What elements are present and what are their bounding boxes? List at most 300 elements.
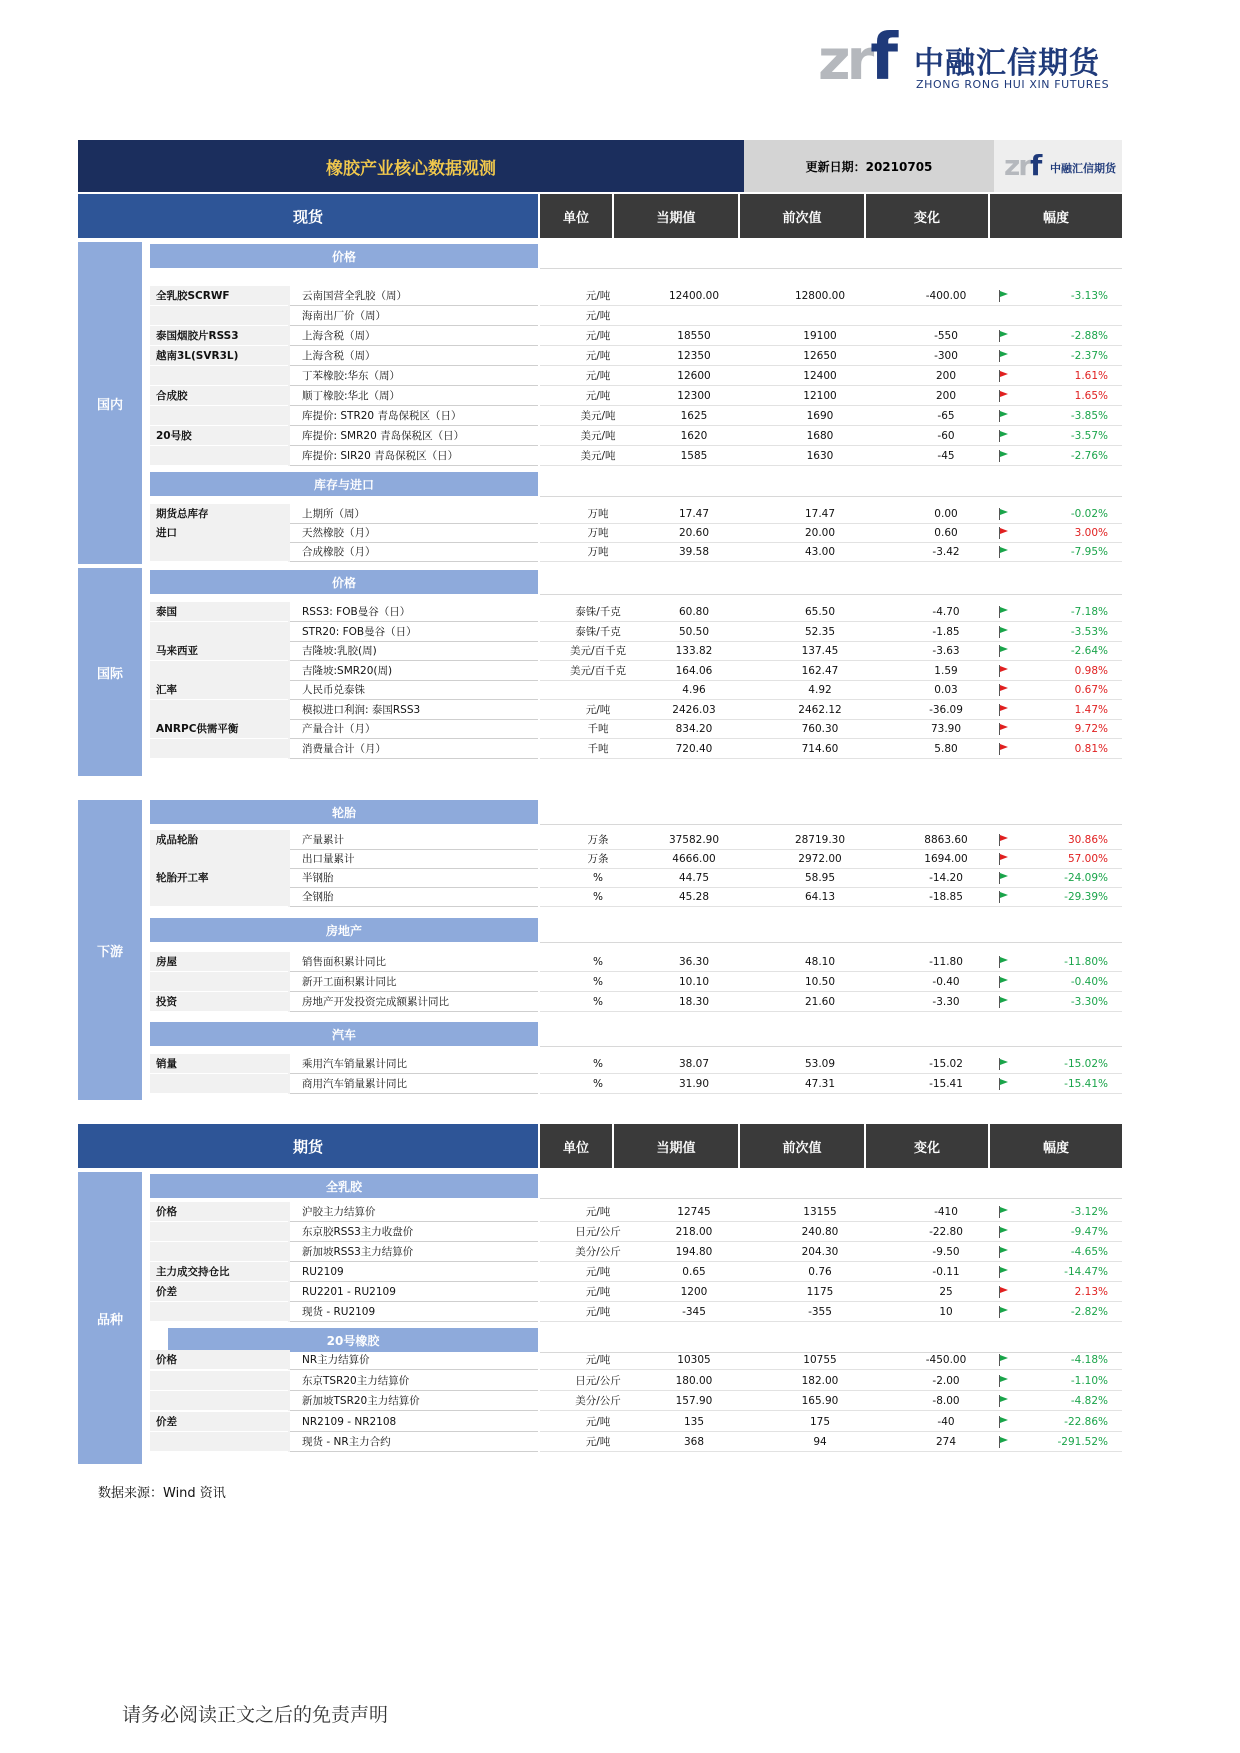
- indicator-name: 产量合计（月）: [302, 723, 376, 735]
- table-row: [150, 719, 1122, 739]
- green-flag-icon: [998, 504, 1012, 524]
- table-row: [150, 1371, 1122, 1391]
- indicator-name: RU2109: [302, 1266, 344, 1278]
- percent-change: -3.85%: [1070, 410, 1108, 422]
- current-value: 60.80: [678, 606, 710, 618]
- row-separator: [540, 1093, 1122, 1094]
- change-value: 200: [935, 390, 957, 402]
- unit-value: 元/吨: [585, 1354, 611, 1366]
- change-value: -22.80: [929, 1226, 963, 1238]
- red-flag-icon: [998, 849, 1012, 869]
- side-domestic: 国内: [78, 242, 142, 564]
- unit-value: 美元/吨: [580, 450, 616, 462]
- update-date: 更新日期：20210705: [744, 140, 994, 192]
- change-value: -3.42: [932, 546, 960, 558]
- category-label: 合成胶: [156, 390, 188, 402]
- unit-value: 美元/吨: [580, 430, 616, 442]
- section-divider: [540, 918, 1122, 943]
- previous-value: 2462.12: [798, 703, 842, 716]
- previous-value: 19100: [803, 330, 837, 342]
- previous-value: 0.76: [808, 1266, 832, 1278]
- futures-header: 期货: [78, 1124, 538, 1168]
- unit-value: 元/吨: [585, 1206, 611, 1218]
- change-value: -2.00: [932, 1374, 960, 1387]
- table-row: [150, 887, 1122, 907]
- current-value: 218.00: [675, 1226, 713, 1238]
- previous-value: 12400: [803, 370, 837, 382]
- row-separator: [290, 1451, 538, 1452]
- indicator-name: 库提价: STR20 青岛保税区（日）: [302, 410, 462, 422]
- change-value: -36.09: [929, 703, 963, 716]
- category-label: [156, 1391, 284, 1411]
- row-separator: [540, 561, 1122, 562]
- indicator-name: 云南国营全乳胶（周）: [302, 290, 407, 302]
- percent-change: -2.88%: [1070, 330, 1108, 342]
- section-domestic-price: 价格: [150, 244, 538, 268]
- category-label: 价差: [156, 1286, 177, 1298]
- table-row: [150, 972, 1122, 992]
- table-row: [150, 542, 1122, 562]
- change-value: -400.00: [925, 290, 967, 302]
- green-flag-icon: [998, 1350, 1012, 1370]
- indicator-name: 库提价: SMR20 青岛保税区（日）: [302, 430, 465, 442]
- section-auto: 汽车: [150, 1022, 538, 1046]
- table-row: [150, 286, 1122, 306]
- red-flag-icon: [998, 830, 1012, 850]
- current-value: 157.90: [675, 1395, 713, 1407]
- current-value: 12400.00: [668, 290, 720, 302]
- section-realestate: 房地产: [150, 918, 538, 942]
- current-value: 0.65: [682, 1266, 706, 1278]
- unit-value: 元/吨: [585, 390, 611, 402]
- previous-value: 137.45: [801, 645, 839, 657]
- table-row: [150, 952, 1122, 972]
- header-logo: [994, 140, 1122, 192]
- previous-value: 714.60: [801, 742, 839, 755]
- green-flag-icon: [998, 641, 1012, 661]
- previous-value: 48.10: [804, 956, 836, 968]
- table-row: [150, 1302, 1122, 1322]
- unit-value: 元/吨: [585, 310, 611, 322]
- previous-value: 17.47: [804, 508, 836, 520]
- percent-change: -24.09%: [1064, 872, 1108, 884]
- row-separator: [290, 906, 538, 907]
- category-label: 房屋: [156, 956, 177, 968]
- indicator-name: 现货 - RU2109: [302, 1306, 376, 1318]
- green-flag-icon: [998, 1202, 1012, 1222]
- indicator-name: 半钢胎: [302, 872, 334, 884]
- table-row: [150, 406, 1122, 426]
- red-flag-icon: [998, 1282, 1012, 1302]
- change-value: 0.00: [934, 508, 958, 520]
- col-unit-header: 单位: [540, 194, 612, 238]
- category-label: [156, 406, 284, 426]
- percent-change: 9.72%: [1074, 723, 1108, 735]
- previous-value: 1680: [806, 430, 834, 442]
- table-row: [150, 1242, 1122, 1262]
- unit-value: 元/吨: [585, 1266, 611, 1278]
- percent-change: -9.47%: [1070, 1226, 1108, 1238]
- unit-value: 万吨: [587, 508, 609, 520]
- data-source: 数据来源：Wind 资讯: [98, 1486, 226, 1501]
- percent-change: 2.13%: [1074, 1286, 1108, 1298]
- previous-value: 64.13: [804, 891, 836, 903]
- unit-value: 元/吨: [585, 350, 611, 362]
- indicator-name: 丁苯橡胶:华东（周）: [302, 370, 401, 382]
- percent-change: -7.18%: [1070, 606, 1108, 618]
- col-cur-header: 当期值: [614, 1124, 738, 1168]
- section-intl-price: 价格: [150, 570, 538, 594]
- change-value: 0.03: [934, 684, 958, 696]
- change-value: -550: [934, 330, 958, 342]
- unit-value: 元/吨: [585, 1286, 611, 1298]
- table-row: [150, 1074, 1122, 1094]
- change-value: -300: [934, 350, 958, 362]
- green-flag-icon: [998, 1412, 1012, 1432]
- row-separator: [540, 758, 1122, 759]
- unit-value: 万条: [587, 853, 609, 865]
- section-divider: [540, 472, 1122, 497]
- table-row: [150, 1054, 1122, 1074]
- category-label: [156, 306, 284, 326]
- percent-change: 0.81%: [1074, 742, 1108, 755]
- unit-value: %: [593, 891, 603, 903]
- green-flag-icon: [998, 1432, 1012, 1452]
- previous-value: 10755: [803, 1354, 837, 1366]
- col-unit-header: 单位: [540, 1124, 612, 1168]
- company-logo: [818, 21, 1110, 95]
- red-flag-icon: [998, 523, 1012, 543]
- indicator-name: 房地产开发投资完成额累计同比: [302, 996, 449, 1008]
- unit-value: %: [593, 1058, 603, 1070]
- indicator-name: RSS3: FOB曼谷（日）: [302, 606, 411, 618]
- green-flag-icon: [998, 286, 1012, 306]
- change-value: 25: [939, 1286, 953, 1298]
- percent-change: -22.86%: [1064, 1415, 1108, 1428]
- previous-value: 165.90: [801, 1395, 839, 1407]
- current-value: 720.40: [675, 742, 713, 755]
- indicator-name: 海南出厂价（周）: [302, 310, 386, 322]
- unit-value: 元/吨: [585, 330, 611, 342]
- unit-value: 元/吨: [585, 1415, 611, 1428]
- indicator-name: 人民币兑泰铢: [302, 684, 365, 696]
- category-label: ANRPC供需平衡: [156, 723, 239, 735]
- change-value: -3.63: [932, 645, 960, 657]
- current-value: 135: [683, 1415, 705, 1428]
- col-chg-header: 变化: [866, 194, 988, 238]
- current-value: 180.00: [675, 1374, 713, 1387]
- previous-value: 13155: [803, 1206, 837, 1218]
- section-divider: [540, 1174, 1122, 1199]
- previous-value: 760.30: [801, 723, 839, 735]
- green-flag-icon: [998, 622, 1012, 642]
- green-flag-icon: [998, 1262, 1012, 1282]
- change-value: -9.50: [932, 1246, 960, 1258]
- header-logo-mark: zrf: [1004, 149, 1041, 182]
- previous-value: 1175: [806, 1286, 834, 1298]
- category-label: [156, 1302, 284, 1322]
- change-value: -0.11: [932, 1266, 960, 1278]
- category-label: 汇率: [156, 684, 177, 696]
- indicator-name: 上海含税（周）: [302, 330, 376, 342]
- table-row: [150, 1412, 1122, 1432]
- current-value: [630, 306, 758, 326]
- change-value: -18.85: [929, 891, 963, 903]
- percent-change: -3.53%: [1070, 625, 1108, 638]
- category-label: [156, 446, 284, 466]
- row-separator: [290, 1321, 538, 1322]
- table-row: [150, 426, 1122, 446]
- indicator-name: NR2109 - NR2108: [302, 1415, 397, 1428]
- change-value: -15.41: [929, 1078, 963, 1090]
- percent-change: -3.57%: [1070, 430, 1108, 442]
- table-row: [150, 1202, 1122, 1222]
- change-value: 8863.60: [924, 834, 968, 846]
- section-divider: [540, 570, 1122, 595]
- category-label: 主力成交持仓比: [156, 1266, 230, 1278]
- unit-value: %: [593, 976, 603, 988]
- previous-value: 94: [813, 1436, 827, 1448]
- percent-change: 1.65%: [1074, 390, 1108, 402]
- indicator-name: 新开工面积累计同比: [302, 976, 397, 988]
- change-value: 10: [939, 1306, 953, 1318]
- indicator-name: 商用汽车销量累计同比: [302, 1078, 407, 1090]
- side-international: 国际: [78, 568, 142, 776]
- indicator-name: 上期所（周）: [302, 508, 365, 520]
- percent-change: -11.80%: [1064, 956, 1108, 968]
- row-separator: [290, 1093, 538, 1094]
- change-value: 1.59: [934, 664, 958, 677]
- table-row: [150, 1262, 1122, 1282]
- category-label: 成品轮胎: [156, 834, 198, 846]
- current-value: 1620: [680, 430, 708, 442]
- logo-cn-name: 中融汇信期货: [914, 46, 1100, 81]
- unit-value: 日元/公斤: [575, 1226, 621, 1238]
- green-flag-icon: [998, 1074, 1012, 1094]
- percent-change: -291.52%: [1057, 1436, 1108, 1448]
- current-value: 194.80: [675, 1246, 713, 1258]
- previous-value: 2972.00: [798, 853, 842, 865]
- percent-change: -14.47%: [1064, 1266, 1108, 1278]
- unit-value: 泰铢/千克: [575, 625, 621, 638]
- category-label: 轮胎开工率: [156, 872, 209, 884]
- green-flag-icon: [998, 952, 1012, 972]
- change-value: 0.60: [934, 527, 958, 539]
- unit-value: 元/吨: [585, 370, 611, 382]
- red-flag-icon: [998, 386, 1012, 406]
- table-row: [150, 1282, 1122, 1302]
- percent-change: -0.40%: [1070, 976, 1108, 988]
- table-row: [150, 680, 1122, 700]
- current-value: 12600: [677, 370, 711, 382]
- change-value: -11.80: [929, 956, 963, 968]
- category-label: 泰国: [156, 606, 177, 618]
- section-divider: [540, 1022, 1122, 1047]
- indicator-name: 销售面积累计同比: [302, 956, 386, 968]
- change-value: 1694.00: [924, 853, 968, 865]
- previous-value: -355: [808, 1306, 832, 1318]
- indicator-name: 吉隆坡:乳胶(周): [302, 645, 377, 657]
- green-flag-icon: [998, 1371, 1012, 1391]
- section-tire: 轮胎: [150, 800, 538, 824]
- previous-value: 47.31: [804, 1078, 836, 1090]
- current-value: 45.28: [678, 891, 710, 903]
- current-value: 12745: [677, 1206, 711, 1218]
- category-label: 投资: [156, 996, 177, 1008]
- percent-change: -29.39%: [1064, 891, 1108, 903]
- change-value: -14.20: [929, 872, 963, 884]
- section-divider: [540, 244, 1122, 269]
- red-flag-icon: [998, 700, 1012, 720]
- current-value: 1200: [680, 1286, 708, 1298]
- previous-value: 12100: [803, 390, 837, 402]
- row-separator: [540, 465, 1122, 466]
- indicator-name: 产量累计: [302, 834, 344, 846]
- logo-mark: zrf: [818, 21, 895, 95]
- green-flag-icon: [998, 1054, 1012, 1074]
- category-label: [156, 739, 284, 759]
- red-flag-icon: [998, 719, 1012, 739]
- table-row: [150, 306, 1122, 326]
- table-row: [150, 1350, 1122, 1370]
- side-variety: 品种: [78, 1172, 142, 1464]
- green-flag-icon: [998, 542, 1012, 562]
- col-chg-header: 变化: [866, 1124, 988, 1168]
- previous-value: 21.60: [804, 996, 836, 1008]
- change-value: -15.02: [929, 1058, 963, 1070]
- percent-change: -3.12%: [1070, 1206, 1108, 1218]
- table-row: [150, 868, 1122, 888]
- current-value: 44.75: [678, 872, 710, 884]
- previous-value: 240.80: [801, 1226, 839, 1238]
- change-value: 5.80: [934, 742, 958, 755]
- current-value: 36.30: [678, 956, 710, 968]
- category-label: 期货总库存: [156, 508, 209, 520]
- indicator-name: 东京胶RSS3主力收盘价: [302, 1226, 414, 1238]
- unit-value: 元/吨: [585, 1436, 611, 1448]
- percent-change: -4.82%: [1070, 1395, 1108, 1407]
- current-value: 38.07: [678, 1058, 710, 1070]
- category-label: [156, 1432, 284, 1452]
- category-label: [156, 887, 284, 907]
- change-value: -60: [937, 430, 955, 442]
- unit-value: 元/吨: [585, 290, 611, 302]
- table-row: [150, 523, 1122, 543]
- table-row: [150, 504, 1122, 524]
- indicator-name: RU2201 - RU2109: [302, 1286, 396, 1298]
- previous-value: 52.35: [804, 625, 836, 638]
- previous-value: 12800.00: [794, 290, 846, 302]
- green-flag-icon: [998, 326, 1012, 346]
- percent-change: 3.00%: [1074, 527, 1108, 539]
- table-row: [150, 602, 1122, 622]
- table-row: [150, 830, 1122, 850]
- unit-value: 泰铢/千克: [575, 606, 621, 618]
- percent-change: -3.13%: [1070, 290, 1108, 302]
- indicator-name: 模拟进口利润: 泰国RSS3: [302, 703, 421, 716]
- change-value: 274: [935, 1436, 957, 1448]
- col-prev-header: 前次值: [740, 194, 864, 238]
- category-label: [156, 661, 284, 681]
- section-20-rubber: 20号橡胶: [168, 1328, 538, 1352]
- indicator-name: 天然橡胶（月）: [302, 527, 376, 539]
- previous-value: 182.00: [801, 1374, 839, 1387]
- indicator-name: 乘用汽车销量累计同比: [302, 1058, 407, 1070]
- section-inventory: 库存与进口: [150, 472, 538, 496]
- percent-change: -7.95%: [1070, 546, 1108, 558]
- current-value: -345: [682, 1306, 706, 1318]
- unit-value: %: [593, 956, 603, 968]
- percent-change: -2.64%: [1070, 645, 1108, 657]
- current-value: 164.06: [675, 664, 713, 677]
- percent-change: -1.10%: [1070, 1374, 1108, 1387]
- change-value: -1.85: [932, 625, 960, 638]
- indicator-name: 新加坡RSS3主力结算价: [302, 1246, 414, 1258]
- indicator-name: 吉隆坡:SMR20(周): [302, 664, 393, 677]
- green-flag-icon: [998, 1242, 1012, 1262]
- table-row: [150, 1391, 1122, 1411]
- indicator-name: 消费量合计（月）: [302, 742, 386, 755]
- percent-change: 0.67%: [1074, 684, 1108, 696]
- category-label: 销量: [156, 1058, 177, 1070]
- current-value: 50.50: [678, 625, 710, 638]
- unit-value: 千吨: [587, 742, 609, 755]
- row-separator: [290, 561, 538, 562]
- change-value: -40: [937, 1415, 955, 1428]
- previous-value: 175: [809, 1415, 831, 1428]
- row-separator: [540, 906, 1122, 907]
- category-label: 全乳胶SCRWF: [156, 290, 230, 302]
- change-value: 73.90: [930, 723, 962, 735]
- table-row: [150, 700, 1122, 720]
- category-label: [156, 700, 284, 720]
- green-flag-icon: [998, 602, 1012, 622]
- change-value: -0.40: [932, 976, 960, 988]
- category-label: [156, 849, 284, 869]
- change-value: -450.00: [925, 1354, 967, 1366]
- current-value: 20.60: [678, 527, 710, 539]
- category-label: 越南3L(SVR3L): [156, 350, 239, 362]
- table-row: [150, 446, 1122, 466]
- red-flag-icon: [998, 661, 1012, 681]
- table-row: [150, 1432, 1122, 1452]
- table-row: [150, 739, 1122, 759]
- indicator-name: 沪胶主力结算价: [302, 1206, 376, 1218]
- indicator-name: 顺丁橡胶:华北（周）: [302, 390, 401, 402]
- percent-change: [1028, 306, 1108, 326]
- report-title: 橡胶产业核心数据观测: [78, 140, 744, 192]
- green-flag-icon: [998, 346, 1012, 366]
- green-flag-icon: [998, 972, 1012, 992]
- change-value: -3.30: [932, 996, 960, 1008]
- change-value: -410: [934, 1206, 958, 1218]
- table-row: [150, 326, 1122, 346]
- unit-value: 日元/公斤: [575, 1374, 621, 1387]
- table-row: [150, 641, 1122, 661]
- current-value: 39.58: [678, 546, 710, 558]
- row-separator: [540, 1011, 1122, 1012]
- col-pct-header: 幅度: [990, 1124, 1122, 1168]
- current-value: 4.96: [682, 684, 706, 696]
- category-label: 价格: [156, 1354, 177, 1366]
- change-value: -8.00: [932, 1395, 960, 1407]
- logo-en-name: ZHONG RONG HUI XIN FUTURES: [916, 78, 1110, 91]
- unit-value: 万条: [587, 834, 609, 846]
- percent-change: 1.61%: [1074, 370, 1108, 382]
- spot-header: 现货: [78, 194, 538, 238]
- current-value: 12300: [677, 390, 711, 402]
- current-value: 17.47: [678, 508, 710, 520]
